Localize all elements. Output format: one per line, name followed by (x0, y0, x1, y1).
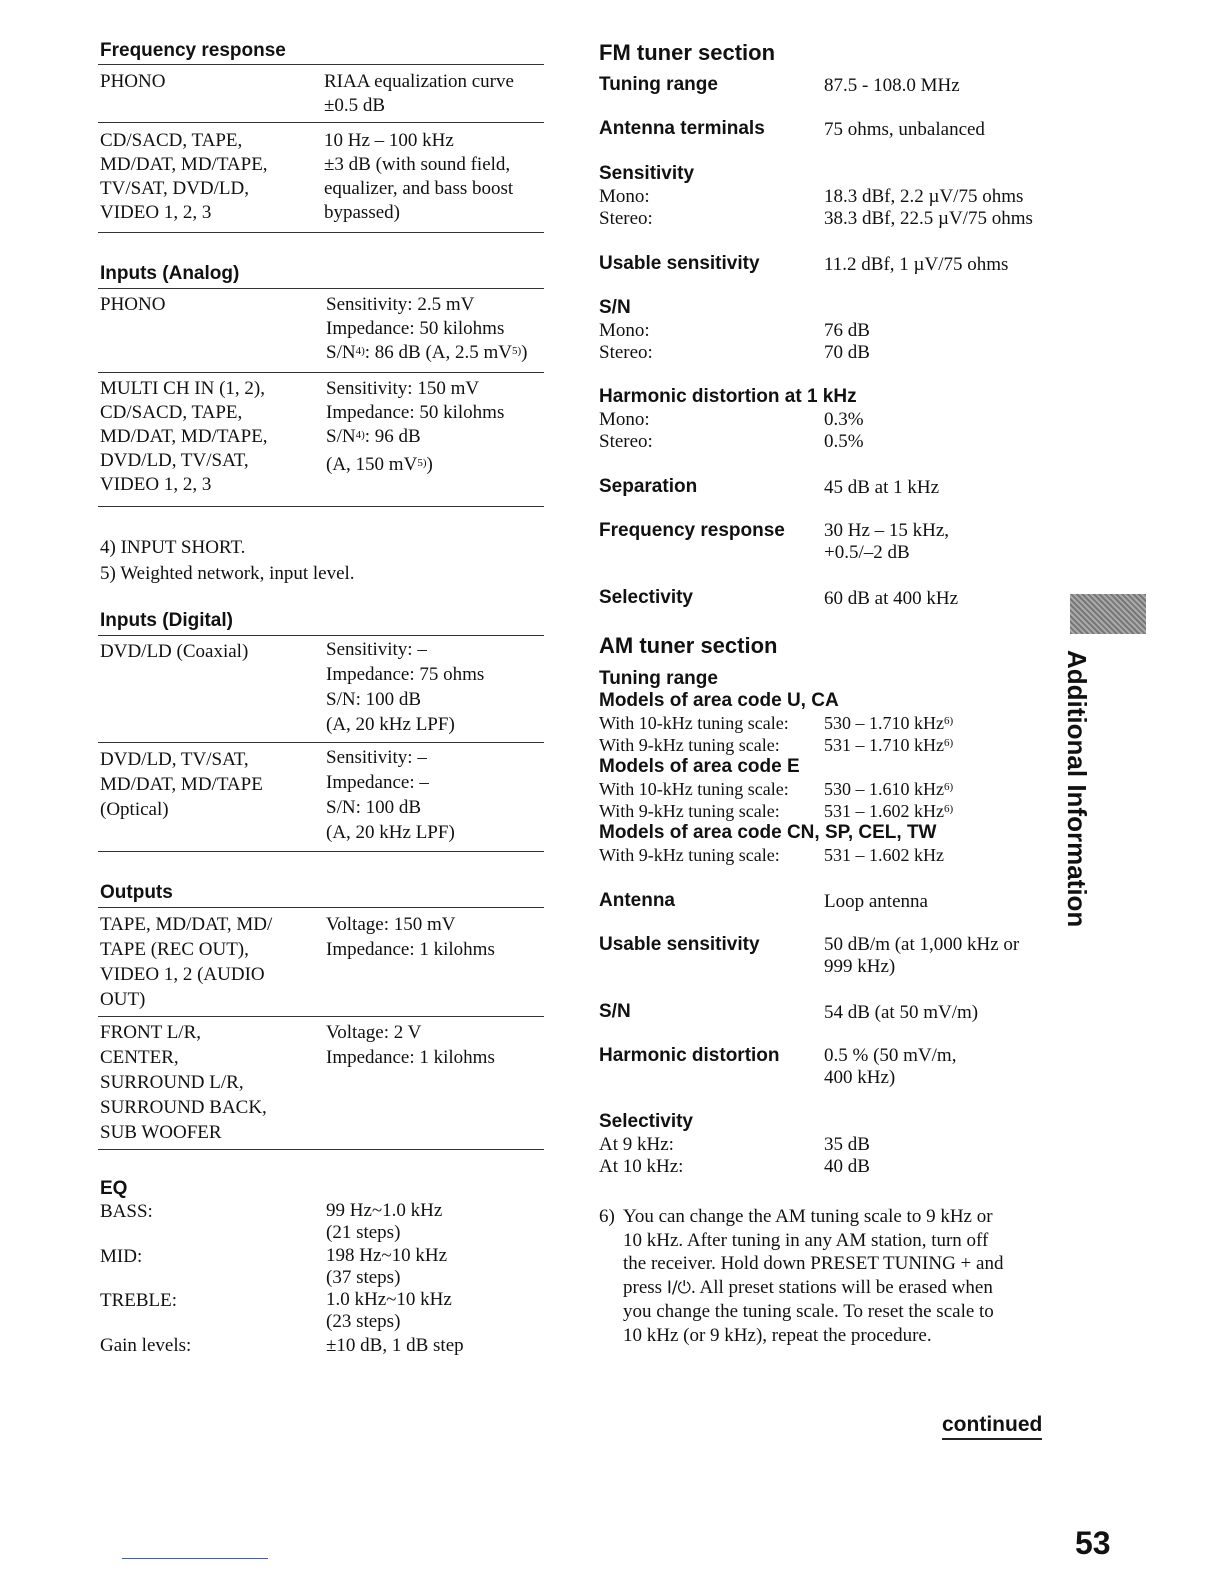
analog-line-sensitivity: Sensitivity: 150 mV (326, 378, 480, 399)
eq-gain-value: ±10 dB, 1 dB step (326, 1335, 464, 1356)
rule (98, 635, 544, 636)
am-usable-label: Usable sensitivity (599, 934, 760, 955)
am-usable-value: 50 dB/m (at 1,000 kHz or 999 kHz) (824, 934, 1020, 977)
am-antenna-value: Loop antenna (824, 891, 928, 912)
fm-freq-label: Frequency response (599, 520, 785, 541)
rule (98, 907, 544, 908)
am-m3-r1-value: 531 – 1.602 kHz (824, 845, 944, 865)
analog-line-label: MULTI CH IN (1, 2), CD/SACD, TAPE, MD/DAT, MD/TAPE, DVD/LD, TV/SAT, VIDEO 1, 2, 3 (100, 378, 268, 495)
am-antenna-label: Antenna (599, 890, 675, 911)
bottom-rule (122, 1558, 268, 1559)
outputs-rec-value: Voltage: 150 mV Impedance: 1 kilohms (326, 914, 495, 960)
am-m2-r1-label: With 10-kHz tuning scale: (599, 779, 789, 799)
rule (98, 64, 544, 65)
analog-line-sn: $S/N^{4)}$: 96 dB (326, 426, 421, 447)
eq-bass-value: 99 Hz~1.0 kHz (21 steps) (326, 1200, 443, 1243)
outputs-rec-label: TAPE, MD/DAT, MD/ TAPE (REC OUT), VIDEO 1, 2 (AUDIO OUT) (100, 914, 273, 1010)
eq-mid-label: MID: (100, 1246, 143, 1267)
am-models-e-label: Models of area code E (599, 756, 800, 777)
fm-hd-stereo-value: 0.5% (824, 431, 864, 452)
am-section-heading: AM tuner section (599, 633, 778, 658)
analog-phono-impedance: Impedance: 50 kilohms (326, 318, 505, 339)
fm-sn-mono-label: Mono: (599, 320, 650, 341)
footnote-5: 5) Weighted network, input level. (100, 563, 355, 584)
fm-hd-stereo-label: Stereo: (599, 431, 653, 452)
power-icon: I/⏻ (666, 1277, 692, 1298)
am-m2-r2-label: With 9-kHz tuning scale: (599, 801, 780, 821)
rule (98, 232, 544, 233)
am-sn-value: 54 dB (at 50 mV/m) (824, 1002, 979, 1023)
digital-optical-value: Sensitivity: – Impedance: – S/N: 100 dB (A, 20 kHz LPF) (326, 747, 455, 843)
fm-sn-mono-value: 76 dB (824, 320, 870, 341)
rule (98, 506, 544, 507)
am-tuning-label: Tuning range (599, 668, 718, 689)
am-selectivity-label: Selectivity (599, 1111, 693, 1132)
digital-optical-label: DVD/LD, TV/SAT, MD/DAT, MD/TAPE (Optical) (100, 749, 263, 820)
am-m1-r1-value: 530 – 1.710 kHz$^{6)}$ (824, 713, 954, 733)
am-sel-9-label: At 9 kHz: (599, 1134, 674, 1155)
footnote-4: 4) INPUT SHORT. (100, 537, 246, 558)
fm-freq-value: 30 Hz – 15 kHz, +0.5/–2 dB (824, 520, 950, 563)
fm-sens-mono-label: Mono: (599, 186, 650, 207)
analog-phono-sensitivity: Sensitivity: 2.5 mV (326, 294, 475, 315)
footnote-6-number: 6) (599, 1206, 615, 1227)
digital-coaxial-value: Sensitivity: – Impedance: 75 ohms S/N: 100 dB (A, 20 kHz LPF) (326, 639, 485, 735)
fm-sn-stereo-label: Stereo: (599, 342, 653, 363)
am-sel-9-value: 35 dB (824, 1134, 870, 1155)
freq-line-label: CD/SACD, TAPE, MD/DAT, MD/TAPE, TV/SAT, DVD/LD, VIDEO 1, 2, 3 (100, 130, 268, 223)
fm-separation-label: Separation (599, 476, 698, 497)
am-sel-10-value: 40 dB (824, 1156, 870, 1177)
fm-tuning-label: Tuning range (599, 74, 718, 95)
outputs-pre-value: Voltage: 2 V Impedance: 1 kilohms (326, 1022, 495, 1068)
am-sn-label: S/N (599, 1001, 631, 1022)
fm-hd-mono-label: Mono: (599, 409, 650, 430)
fm-usable-label: Usable sensitivity (599, 253, 760, 274)
am-m1-r2-label: With 9-kHz tuning scale: (599, 735, 780, 755)
page-number: 53 (1075, 1525, 1111, 1561)
fm-tuning-value: 87.5 - 108.0 MHz (824, 75, 960, 96)
analog-line-impedance: Impedance: 50 kilohms (326, 402, 505, 423)
fm-section-heading: FM tuner section (599, 40, 776, 65)
fm-hd-label: Harmonic distortion at 1 kHz (599, 386, 857, 407)
freq-line-value: 10 Hz – 100 kHz ±3 dB (with sound field, equalizer, and bass boost bypassed) (324, 130, 514, 223)
eq-bass-label: BASS: (100, 1201, 153, 1222)
fm-antenna-label: Antenna terminals (599, 118, 765, 139)
inputs-digital-heading: Inputs (Digital) (100, 610, 233, 631)
am-hd-value: 0.5 % (50 mV/m, 400 kHz) (824, 1045, 957, 1088)
fm-selectivity-value: 60 dB at 400 kHz (824, 588, 959, 609)
fm-sensitivity-label: Sensitivity (599, 163, 695, 184)
outputs-pre-label: FRONT L/R, CENTER, SURROUND L/R, SURROUND BACK, SUB WOOFER (100, 1022, 267, 1143)
rule (98, 742, 544, 743)
inputs-analog-heading: Inputs (Analog) (100, 263, 240, 284)
rule (98, 372, 544, 373)
am-m2-r1-value: 530 – 1.610 kHz$^{6)}$ (824, 779, 954, 799)
eq-treble-value: 1.0 kHz~10 kHz (23 steps) (326, 1289, 452, 1332)
fm-selectivity-label: Selectivity (599, 587, 693, 608)
fm-separation-value: 45 dB at 1 kHz (824, 477, 940, 498)
am-m1-r2-value: 531 – 1.710 kHz$^{6)}$ (824, 735, 954, 755)
rule (98, 851, 544, 852)
rule (98, 1149, 544, 1150)
continued-label: continued (942, 1413, 1042, 1440)
analog-line-weighting: (A, 150 $mV^{5)}$) (326, 454, 433, 475)
eq-heading: EQ (100, 1178, 128, 1199)
fm-sens-stereo-label: Stereo: (599, 208, 653, 229)
am-models-ucа-label: Models of area code U, CA (599, 690, 839, 711)
freq-phono-label: PHONO (100, 71, 166, 92)
fm-sens-mono-value: 18.3 dBf, 2.2 µV/75 ohms (824, 186, 1024, 207)
am-hd-label: Harmonic distortion (599, 1045, 780, 1066)
am-m3-r1-label: With 9-kHz tuning scale: (599, 845, 780, 865)
freq-phono-value: RIAA equalization curve ±0.5 dB (324, 71, 514, 116)
eq-mid-value: 198 Hz~10 kHz (37 steps) (326, 1245, 448, 1288)
fm-usable-value: 11.2 dBf, 1 µV/75 ohms (824, 254, 1009, 275)
eq-gain-label: Gain levels: (100, 1335, 192, 1356)
am-models-cn-label: Models of area code CN, SP, CEL, TW (599, 822, 937, 843)
fm-sn-stereo-value: 70 dB (824, 342, 870, 363)
am-sel-10-label: At 10 kHz: (599, 1156, 684, 1177)
fm-antenna-value: 75 ohms, unbalanced (824, 119, 985, 140)
fm-hd-mono-value: 0.3% (824, 409, 864, 430)
freq-response-heading: Frequency response (100, 40, 286, 61)
am-m2-r2-value: 531 – 1.602 kHz$^{6)}$ (824, 801, 954, 821)
fm-sn-label: S/N (599, 297, 631, 318)
analog-phono-sn: $S/N^{4)}$: 86 dB (A, 2.5 $mV^{5)}$) (326, 342, 528, 363)
rule (98, 288, 544, 289)
analog-phono-label: PHONO (100, 294, 166, 315)
rule (98, 122, 544, 123)
section-tab-marker (1070, 594, 1146, 634)
fm-sens-stereo-value: 38.3 dBf, 22.5 µV/75 ohms (824, 208, 1033, 229)
section-tab-label: Additional Information (1062, 650, 1092, 928)
digital-coaxial-label: DVD/LD (Coaxial) (100, 641, 249, 662)
am-m1-r1-label: With 10-kHz tuning scale: (599, 713, 789, 733)
footnote-6-text: You can change the AM tuning scale to 9 kHz or 10 kHz. After tuning in any AM station, turn off the receiver. Hold down PRESET TUNING + and press I/⏻. All preset stations will be erased when you change the tuning scale. To reset the scale to 10 kHz (or 9 kHz), repeat the procedure. (623, 1206, 1004, 1346)
rule (98, 1016, 544, 1017)
outputs-heading: Outputs (100, 882, 173, 903)
eq-treble-label: TREBLE: (100, 1290, 178, 1311)
